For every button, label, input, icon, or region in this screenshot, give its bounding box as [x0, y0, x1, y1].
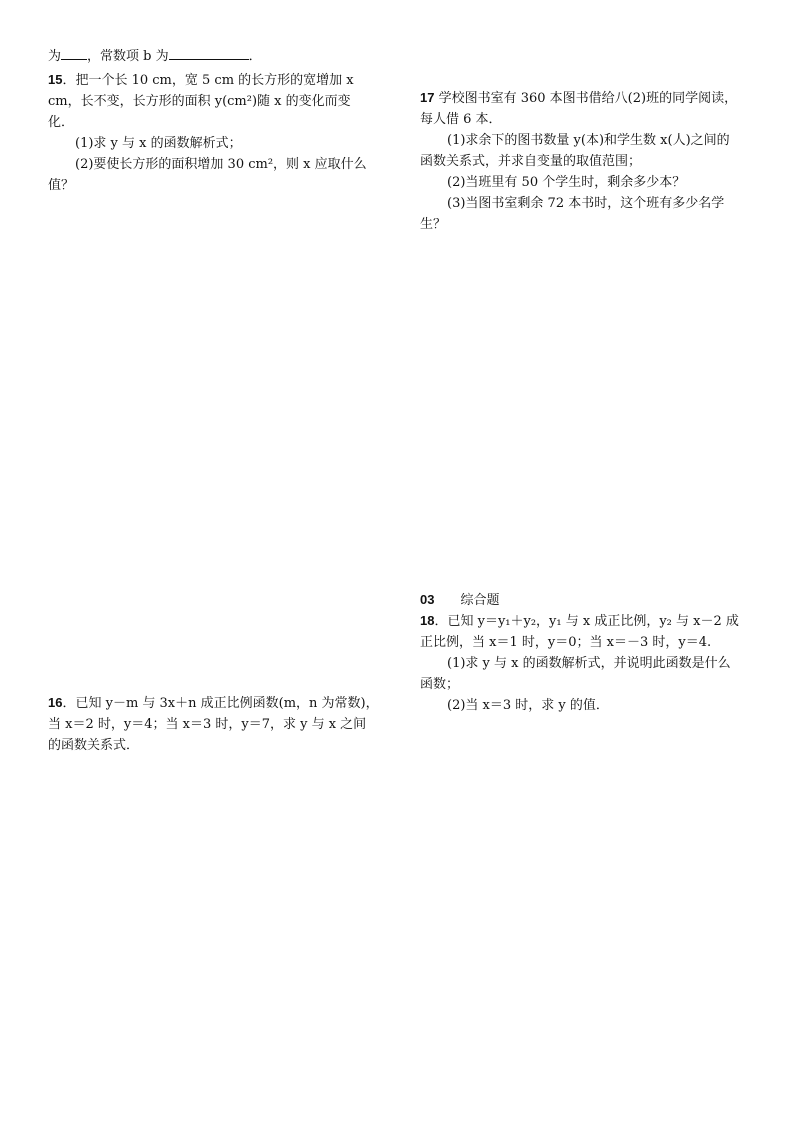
section-number: 03 [420, 592, 435, 607]
question-stem-line: 每人借 6 本． [420, 112, 502, 127]
question-17 [420, 87, 750, 235]
sub-question-1-cont: 函数关系式，并求自变量的取值范围； [420, 154, 642, 169]
sub-question-2: (2)当班里有 50 个学生时，剩余多少本？ [447, 175, 686, 190]
sub-question-2: (2)当 x＝3 时，求 y 的值． [447, 698, 609, 713]
sub-question-2: (2)要使长方形的面积增加 30 cm²，则 x 应取什么 [75, 157, 367, 172]
question-stem-line: ．把一个长 10 cm，宽 5 cm 的长方形的宽增加 x [62, 73, 354, 88]
question-stem-line: 化． [48, 115, 75, 130]
question-stem-line: ．已知 y－m 与 3x＋n 成正比例函数(m，n 为常数)， [62, 696, 379, 711]
question-stem-line: cm，长不变，长方形的面积 y(cm²)随 x 的变化而变 [48, 94, 351, 109]
q14-text-middle: ，常数项 b 为 [87, 49, 169, 64]
question-number: 16 [48, 695, 63, 710]
question-15 [48, 69, 378, 196]
sub-question-1: (1)求 y 与 x 的函数解析式，并说明此函数是什么 [447, 656, 731, 671]
sub-question-1: (1)求 y 与 x 的函数解析式； [75, 136, 242, 151]
q14-text-end: ． [248, 49, 262, 64]
sub-question-1: (1)求余下的图书数量 y(本)和学生数 x(人)之间的 [447, 133, 730, 148]
question-number: 15 [48, 72, 63, 87]
section-03-header [420, 589, 750, 611]
question-number: 17 [420, 90, 435, 105]
answer-blank-1[interactable] [61, 45, 87, 60]
sub-question-2-cont: 值？ [48, 178, 75, 193]
section-title: 综合题 [460, 593, 500, 608]
question-stem-line: 正比例，当 x＝1 时，y＝0；当 x＝－3 时，y＝4. [420, 635, 712, 650]
answer-blank-2[interactable] [169, 45, 249, 60]
question-stem-line: ．已知 y＝y₁＋y₂，y₁ 与 x 成正比例，y₂ 与 x－2 成 [434, 614, 739, 629]
question-14-tail [48, 45, 378, 67]
sub-question-1-cont: 函数； [420, 677, 460, 692]
question-stem-line: 当 x＝2 时，y＝4；当 x＝3 时，y＝7，求 y 与 x 之间 [48, 717, 367, 732]
sub-question-3: (3)当图书室剩余 72 本书时，这个班有多少名学 [447, 196, 725, 211]
question-stem-line: 的函数关系式． [48, 738, 140, 753]
sub-question-3-cont: 生？ [420, 217, 447, 232]
question-18 [420, 610, 750, 716]
question-stem-line: 学校图书室有 360 本图书借给八(2)班的同学阅读， [434, 91, 738, 106]
question-number: 18 [420, 613, 435, 628]
q14-text-before: 为 [48, 49, 62, 64]
question-16 [48, 692, 378, 756]
